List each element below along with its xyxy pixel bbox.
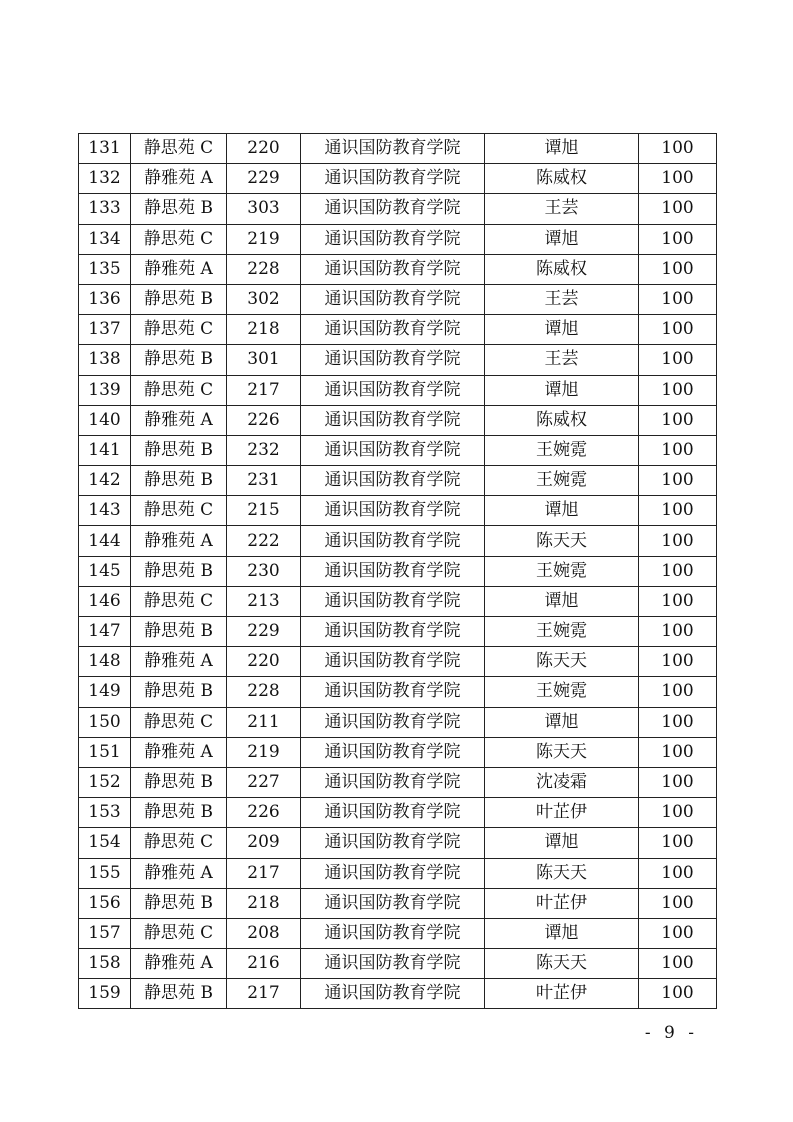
table-row bbox=[79, 828, 717, 858]
person-name-cell: 王婉霓 bbox=[485, 556, 639, 586]
room-number-cell: 215 bbox=[227, 496, 301, 526]
room-number-cell: 228 bbox=[227, 677, 301, 707]
room-number-cell: 218 bbox=[227, 315, 301, 345]
room-number-cell: 303 bbox=[227, 194, 301, 224]
score-cell: 100 bbox=[639, 496, 717, 526]
building-name-cell: 静雅苑 A bbox=[131, 164, 227, 194]
building-name-cell: 静思苑 B bbox=[131, 677, 227, 707]
score-cell: 100 bbox=[639, 345, 717, 375]
college-name-cell: 通识国防教育学院 bbox=[301, 828, 485, 858]
room-number-cell: 302 bbox=[227, 284, 301, 314]
person-name-cell: 陈天天 bbox=[485, 858, 639, 888]
room-number-cell: 219 bbox=[227, 737, 301, 767]
score-cell: 100 bbox=[639, 164, 717, 194]
row-index-cell: 152 bbox=[79, 767, 131, 797]
table-row bbox=[79, 284, 717, 314]
table-row bbox=[79, 375, 717, 405]
building-name-cell: 静雅苑 A bbox=[131, 254, 227, 284]
room-number-cell: 220 bbox=[227, 647, 301, 677]
room-number-cell: 228 bbox=[227, 254, 301, 284]
score-cell: 100 bbox=[639, 315, 717, 345]
table-row bbox=[79, 617, 717, 647]
person-name-cell: 谭旭 bbox=[485, 586, 639, 616]
college-name-cell: 通识国防教育学院 bbox=[301, 526, 485, 556]
building-name-cell: 静思苑 C bbox=[131, 134, 227, 164]
person-name-cell: 王婉霓 bbox=[485, 677, 639, 707]
college-name-cell: 通识国防教育学院 bbox=[301, 677, 485, 707]
college-name-cell: 通识国防教育学院 bbox=[301, 949, 485, 979]
building-name-cell: 静思苑 C bbox=[131, 315, 227, 345]
building-name-cell: 静思苑 B bbox=[131, 284, 227, 314]
table-row bbox=[79, 164, 717, 194]
person-name-cell: 谭旭 bbox=[485, 918, 639, 948]
college-name-cell: 通识国防教育学院 bbox=[301, 284, 485, 314]
score-cell: 100 bbox=[639, 858, 717, 888]
room-number-cell: 217 bbox=[227, 979, 301, 1009]
person-name-cell: 王芸 bbox=[485, 284, 639, 314]
room-number-cell: 226 bbox=[227, 798, 301, 828]
score-cell: 100 bbox=[639, 828, 717, 858]
building-name-cell: 静思苑 C bbox=[131, 918, 227, 948]
building-name-cell: 静思苑 C bbox=[131, 224, 227, 254]
room-number-cell: 220 bbox=[227, 134, 301, 164]
college-name-cell: 通识国防教育学院 bbox=[301, 707, 485, 737]
room-number-cell: 229 bbox=[227, 617, 301, 647]
person-name-cell: 谭旭 bbox=[485, 496, 639, 526]
table-row bbox=[79, 466, 717, 496]
room-number-cell: 227 bbox=[227, 767, 301, 797]
row-index-cell: 143 bbox=[79, 496, 131, 526]
score-cell: 100 bbox=[639, 254, 717, 284]
row-index-cell: 159 bbox=[79, 979, 131, 1009]
table-body bbox=[79, 134, 717, 1009]
room-number-cell: 209 bbox=[227, 828, 301, 858]
score-cell: 100 bbox=[639, 737, 717, 767]
room-number-cell: 232 bbox=[227, 435, 301, 465]
college-name-cell: 通识国防教育学院 bbox=[301, 918, 485, 948]
room-number-cell: 213 bbox=[227, 586, 301, 616]
row-index-cell: 145 bbox=[79, 556, 131, 586]
building-name-cell: 静雅苑 A bbox=[131, 647, 227, 677]
person-name-cell: 陈天天 bbox=[485, 737, 639, 767]
table-row bbox=[79, 888, 717, 918]
building-name-cell: 静雅苑 A bbox=[131, 737, 227, 767]
score-cell: 100 bbox=[639, 707, 717, 737]
person-name-cell: 陈威权 bbox=[485, 164, 639, 194]
row-index-cell: 155 bbox=[79, 858, 131, 888]
score-cell: 100 bbox=[639, 888, 717, 918]
person-name-cell: 王芸 bbox=[485, 345, 639, 375]
room-number-cell: 216 bbox=[227, 949, 301, 979]
table-row bbox=[79, 677, 717, 707]
building-name-cell: 静雅苑 A bbox=[131, 526, 227, 556]
table-row bbox=[79, 134, 717, 164]
building-name-cell: 静思苑 C bbox=[131, 375, 227, 405]
table-row bbox=[79, 647, 717, 677]
college-name-cell: 通识国防教育学院 bbox=[301, 194, 485, 224]
row-index-cell: 135 bbox=[79, 254, 131, 284]
score-cell: 100 bbox=[639, 134, 717, 164]
score-cell: 100 bbox=[639, 194, 717, 224]
person-name-cell: 陈威权 bbox=[485, 254, 639, 284]
table-row bbox=[79, 496, 717, 526]
college-name-cell: 通识国防教育学院 bbox=[301, 647, 485, 677]
building-name-cell: 静雅苑 A bbox=[131, 858, 227, 888]
person-name-cell: 王婉霓 bbox=[485, 617, 639, 647]
table-row bbox=[79, 798, 717, 828]
row-index-cell: 133 bbox=[79, 194, 131, 224]
row-index-cell: 139 bbox=[79, 375, 131, 405]
score-cell: 100 bbox=[639, 284, 717, 314]
score-cell: 100 bbox=[639, 224, 717, 254]
college-name-cell: 通识国防教育学院 bbox=[301, 767, 485, 797]
score-cell: 100 bbox=[639, 405, 717, 435]
person-name-cell: 沈凌霜 bbox=[485, 767, 639, 797]
row-index-cell: 137 bbox=[79, 315, 131, 345]
score-cell: 100 bbox=[639, 556, 717, 586]
person-name-cell: 谭旭 bbox=[485, 828, 639, 858]
table-row bbox=[79, 405, 717, 435]
score-cell: 100 bbox=[639, 617, 717, 647]
person-name-cell: 谭旭 bbox=[485, 707, 639, 737]
building-name-cell: 静思苑 B bbox=[131, 194, 227, 224]
college-name-cell: 通识国防教育学院 bbox=[301, 405, 485, 435]
building-name-cell: 静思苑 B bbox=[131, 435, 227, 465]
row-index-cell: 144 bbox=[79, 526, 131, 556]
person-name-cell: 陈威权 bbox=[485, 405, 639, 435]
college-name-cell: 通识国防教育学院 bbox=[301, 254, 485, 284]
room-number-cell: 219 bbox=[227, 224, 301, 254]
table-row bbox=[79, 435, 717, 465]
person-name-cell: 叶芷伊 bbox=[485, 888, 639, 918]
room-number-cell: 231 bbox=[227, 466, 301, 496]
building-name-cell: 静思苑 B bbox=[131, 466, 227, 496]
row-index-cell: 147 bbox=[79, 617, 131, 647]
row-index-cell: 156 bbox=[79, 888, 131, 918]
score-cell: 100 bbox=[639, 466, 717, 496]
row-index-cell: 136 bbox=[79, 284, 131, 314]
person-name-cell: 谭旭 bbox=[485, 224, 639, 254]
row-index-cell: 132 bbox=[79, 164, 131, 194]
row-index-cell: 138 bbox=[79, 345, 131, 375]
table-row bbox=[79, 345, 717, 375]
score-cell: 100 bbox=[639, 647, 717, 677]
person-name-cell: 谭旭 bbox=[485, 134, 639, 164]
room-number-cell: 218 bbox=[227, 888, 301, 918]
row-index-cell: 150 bbox=[79, 707, 131, 737]
room-number-cell: 222 bbox=[227, 526, 301, 556]
table-row bbox=[79, 194, 717, 224]
row-index-cell: 131 bbox=[79, 134, 131, 164]
score-cell: 100 bbox=[639, 526, 717, 556]
room-number-cell: 230 bbox=[227, 556, 301, 586]
score-cell: 100 bbox=[639, 798, 717, 828]
building-name-cell: 静思苑 B bbox=[131, 767, 227, 797]
room-number-cell: 211 bbox=[227, 707, 301, 737]
score-cell: 100 bbox=[639, 949, 717, 979]
table-row bbox=[79, 586, 717, 616]
table-row bbox=[79, 979, 717, 1009]
person-name-cell: 陈天天 bbox=[485, 526, 639, 556]
row-index-cell: 158 bbox=[79, 949, 131, 979]
person-name-cell: 陈天天 bbox=[485, 949, 639, 979]
score-cell: 100 bbox=[639, 586, 717, 616]
room-number-cell: 226 bbox=[227, 405, 301, 435]
row-index-cell: 142 bbox=[79, 466, 131, 496]
score-cell: 100 bbox=[639, 677, 717, 707]
table-row bbox=[79, 556, 717, 586]
college-name-cell: 通识国防教育学院 bbox=[301, 134, 485, 164]
person-name-cell: 谭旭 bbox=[485, 375, 639, 405]
row-index-cell: 148 bbox=[79, 647, 131, 677]
room-number-cell: 208 bbox=[227, 918, 301, 948]
room-number-cell: 217 bbox=[227, 375, 301, 405]
row-index-cell: 151 bbox=[79, 737, 131, 767]
person-name-cell: 王婉霓 bbox=[485, 435, 639, 465]
building-name-cell: 静思苑 B bbox=[131, 556, 227, 586]
score-cell: 100 bbox=[639, 979, 717, 1009]
college-name-cell: 通识国防教育学院 bbox=[301, 737, 485, 767]
row-index-cell: 146 bbox=[79, 586, 131, 616]
building-name-cell: 静思苑 C bbox=[131, 828, 227, 858]
building-name-cell: 静思苑 B bbox=[131, 979, 227, 1009]
college-name-cell: 通识国防教育学院 bbox=[301, 798, 485, 828]
college-name-cell: 通识国防教育学院 bbox=[301, 979, 485, 1009]
building-name-cell: 静思苑 C bbox=[131, 586, 227, 616]
person-name-cell: 王芸 bbox=[485, 194, 639, 224]
row-index-cell: 154 bbox=[79, 828, 131, 858]
table-row bbox=[79, 315, 717, 345]
college-name-cell: 通识国防教育学院 bbox=[301, 617, 485, 647]
row-index-cell: 134 bbox=[79, 224, 131, 254]
row-index-cell: 141 bbox=[79, 435, 131, 465]
building-name-cell: 静思苑 C bbox=[131, 496, 227, 526]
table-row bbox=[79, 526, 717, 556]
college-name-cell: 通识国防教育学院 bbox=[301, 858, 485, 888]
person-name-cell: 叶芷伊 bbox=[485, 798, 639, 828]
building-name-cell: 静思苑 C bbox=[131, 707, 227, 737]
row-index-cell: 157 bbox=[79, 918, 131, 948]
building-name-cell: 静思苑 B bbox=[131, 798, 227, 828]
college-name-cell: 通识国防教育学院 bbox=[301, 466, 485, 496]
building-name-cell: 静雅苑 A bbox=[131, 405, 227, 435]
college-name-cell: 通识国防教育学院 bbox=[301, 435, 485, 465]
building-name-cell: 静思苑 B bbox=[131, 617, 227, 647]
college-name-cell: 通识国防教育学院 bbox=[301, 315, 485, 345]
college-name-cell: 通识国防教育学院 bbox=[301, 375, 485, 405]
row-index-cell: 153 bbox=[79, 798, 131, 828]
table-row bbox=[79, 224, 717, 254]
college-name-cell: 通识国防教育学院 bbox=[301, 888, 485, 918]
person-name-cell: 王婉霓 bbox=[485, 466, 639, 496]
room-number-cell: 301 bbox=[227, 345, 301, 375]
table-row bbox=[79, 858, 717, 888]
table-row bbox=[79, 949, 717, 979]
college-name-cell: 通识国防教育学院 bbox=[301, 556, 485, 586]
table-row bbox=[79, 918, 717, 948]
score-cell: 100 bbox=[639, 767, 717, 797]
college-name-cell: 通识国防教育学院 bbox=[301, 224, 485, 254]
person-name-cell: 陈天天 bbox=[485, 647, 639, 677]
dormitory-score-table bbox=[78, 133, 717, 1009]
room-number-cell: 217 bbox=[227, 858, 301, 888]
college-name-cell: 通识国防教育学院 bbox=[301, 586, 485, 616]
row-index-cell: 140 bbox=[79, 405, 131, 435]
score-cell: 100 bbox=[639, 918, 717, 948]
person-name-cell: 叶芷伊 bbox=[485, 979, 639, 1009]
college-name-cell: 通识国防教育学院 bbox=[301, 496, 485, 526]
score-cell: 100 bbox=[639, 375, 717, 405]
college-name-cell: 通识国防教育学院 bbox=[301, 164, 485, 194]
building-name-cell: 静雅苑 A bbox=[131, 949, 227, 979]
table-row bbox=[79, 254, 717, 284]
room-number-cell: 229 bbox=[227, 164, 301, 194]
building-name-cell: 静思苑 B bbox=[131, 345, 227, 375]
row-index-cell: 149 bbox=[79, 677, 131, 707]
table-row bbox=[79, 737, 717, 767]
page-number: - 9 - bbox=[644, 1023, 698, 1043]
table-row bbox=[79, 767, 717, 797]
building-name-cell: 静思苑 B bbox=[131, 888, 227, 918]
score-cell: 100 bbox=[639, 435, 717, 465]
table-row bbox=[79, 707, 717, 737]
person-name-cell: 谭旭 bbox=[485, 315, 639, 345]
college-name-cell: 通识国防教育学院 bbox=[301, 345, 485, 375]
